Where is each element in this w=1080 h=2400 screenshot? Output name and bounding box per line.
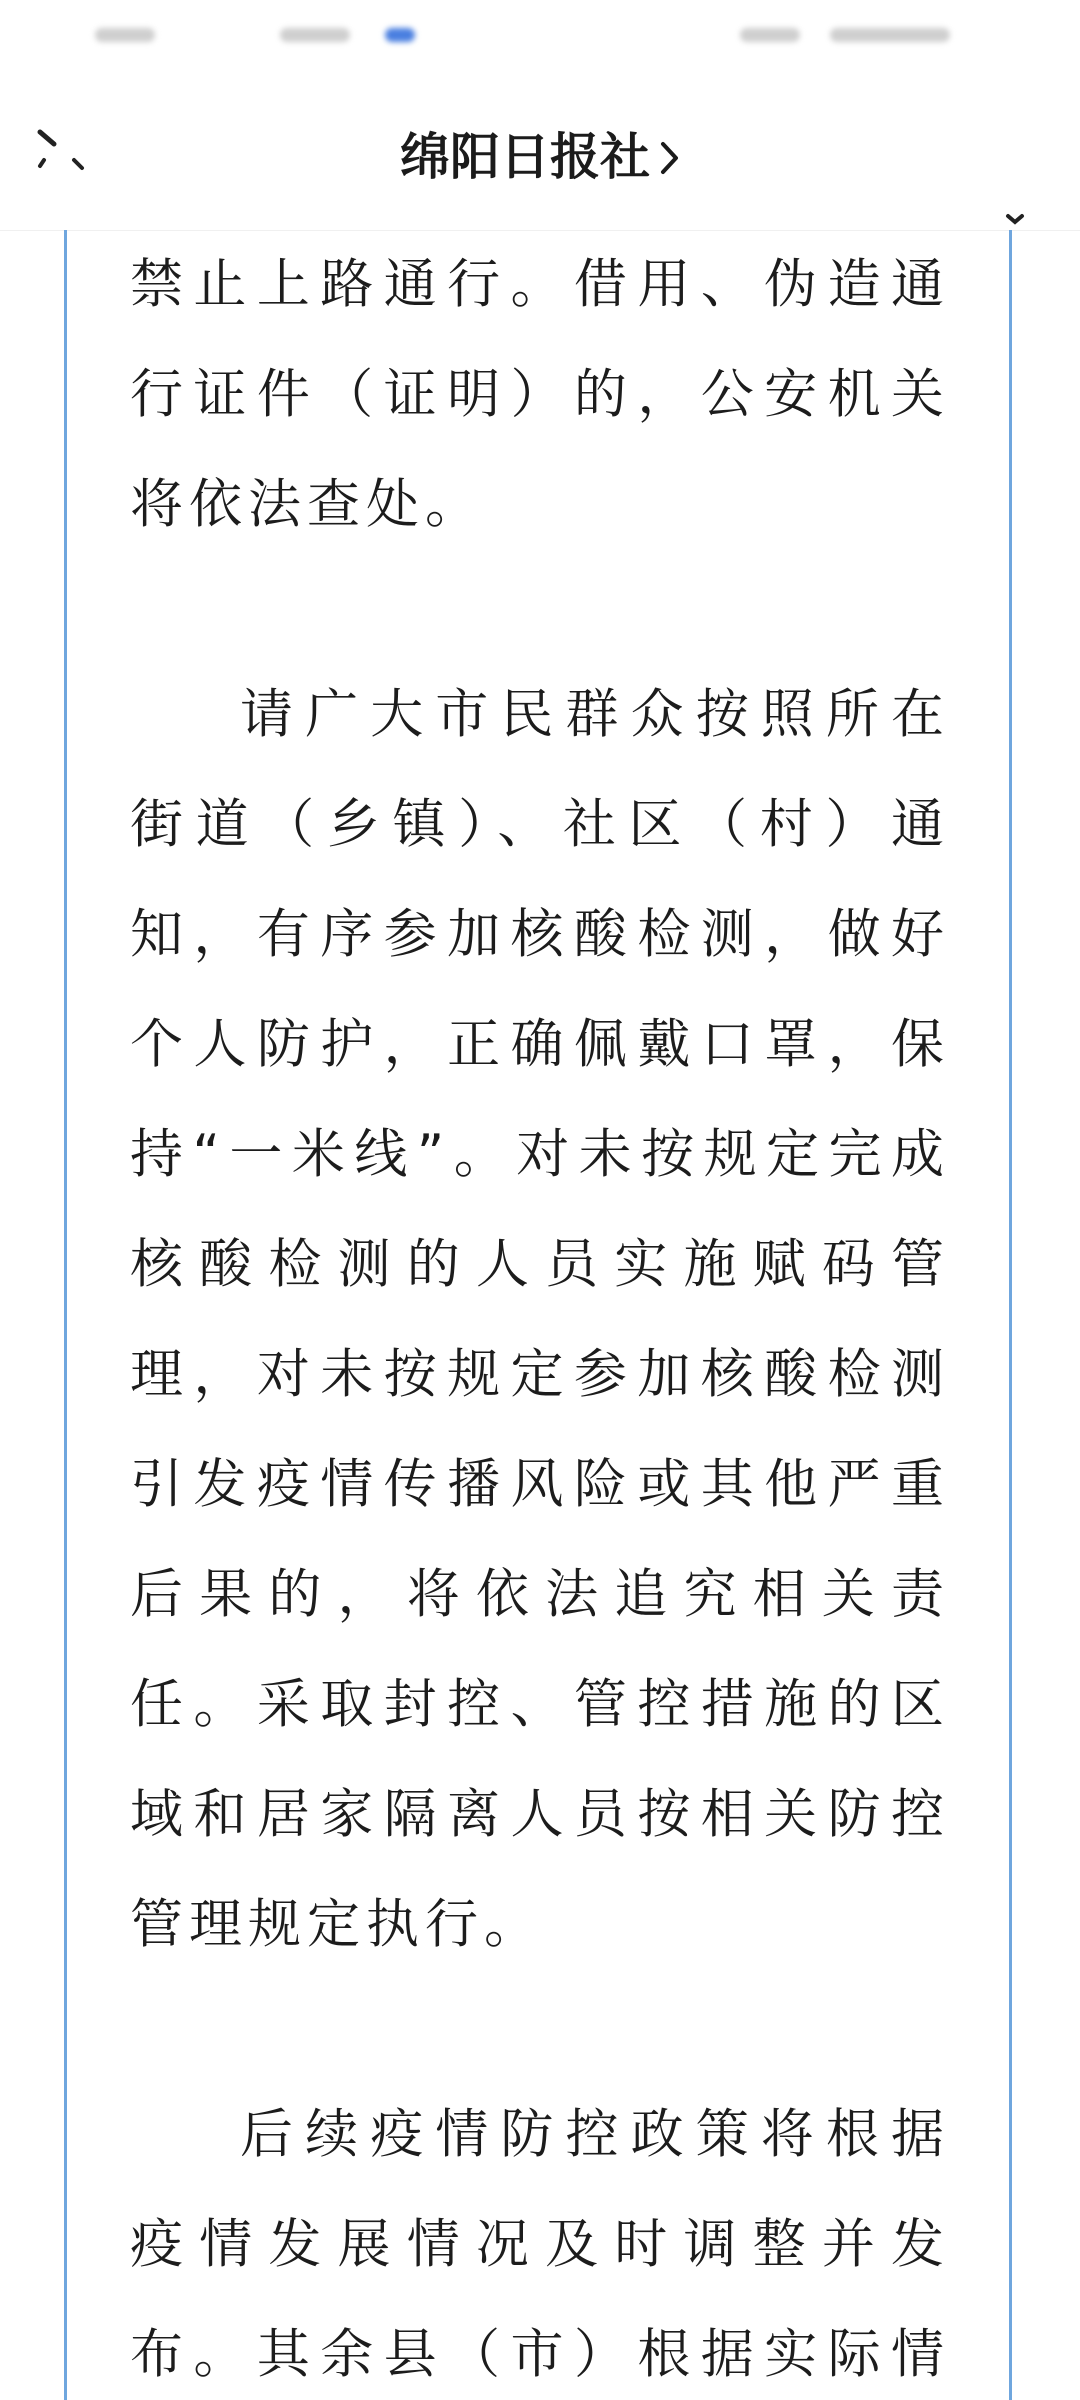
status-indicator-icon [385,28,415,42]
paragraph-line: 行证件（证明）的，公安机关 [130,364,950,425]
paragraph-line: 个人防护，正确佩戴口罩，保 [130,1014,950,1075]
paragraph-line: 域和居家隔离人员按相关防控 [130,1784,950,1845]
paragraph-line: 疫情发展情况及时调整并发 [130,2214,950,2275]
paragraph-line: 持“一米线”。对未按规定完成 [130,1124,950,1185]
paragraph-line: 任。采取封控、管控措施的区 [130,1674,950,1735]
article-paragraph [130,2080,950,2400]
status-battery-icon [830,28,950,42]
paragraph-spacer [130,1980,950,2080]
paragraph-line: 后果的，将依法追究相关责 [130,1564,950,1625]
paragraph-line: 知，有序参加核酸检测，做好 [130,904,950,965]
account-name-link[interactable] [0,122,1080,192]
status-wifi-icon [740,28,800,42]
paragraph-line: 禁止上路通行。借用、伪造通 [130,254,950,315]
article-paragraph [130,660,950,1980]
paragraph-line: 核酸检测的人员实施赋码管 [130,1234,950,1295]
paragraph-line: 将依法查处。 [130,474,484,535]
paragraph-line: 街道（乡镇）、社区（村）通 [130,794,950,855]
status-bar [0,0,1080,60]
paragraph-line: 后续疫情防控政策将根据 [240,2104,950,2165]
paragraph-line: 请广大市民群众按照所在 [240,684,950,745]
paragraph-line: 布。其余县（市）根据实际情 [130,2324,950,2385]
chevron-right-icon [660,140,680,176]
paragraph-spacer [130,560,950,660]
article-body [130,230,950,2400]
paragraph-line: 引发疫情传播风险或其他严重 [130,1454,950,1515]
top-navigation-bar [0,60,1080,231]
chevron-down-icon[interactable] [1000,210,1030,230]
paragraph-line: 管理规定执行。 [130,1894,543,1955]
article-paragraph [130,230,950,560]
status-signal-icon [95,28,155,42]
paragraph-line: 理，对未按规定参加核酸检测 [130,1344,950,1405]
page-title: 绵阳日报社 [400,128,650,186]
status-network-icon [280,28,350,42]
